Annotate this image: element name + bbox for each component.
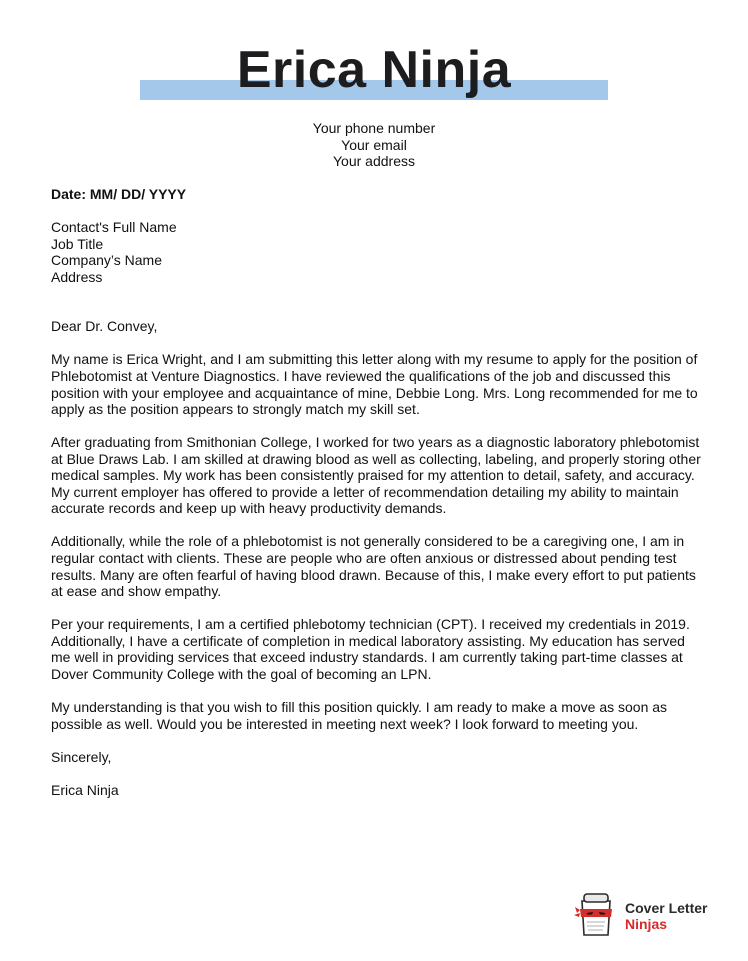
body-paragraph-4: Per your requirements, I am a certified phlebotomy technician (CPT). I received my credentials in 2019. Additionally, I have a certificate of completion in medical laboratory assisting. My education has served me well in providing services that exceed industry standards. I am currently taking part-time classes at Dover Community College with the goal of becoming an LPN. — [51, 616, 690, 683]
recipient-address: Address — [51, 268, 103, 285]
body-paragraph-3: Additionally, while the role of a phlebotomist is not generally considered to be a caregiving one, I am in regular contact with clients. These are people who are often anxious or distressed about pending test results. Many are often fearful of having blood drawn. Because of this, I make every effort to put patients at ease and show empathy. — [51, 533, 696, 600]
brand-logo-line2: Ninjas — [625, 916, 668, 932]
letter-header — [0, 40, 748, 104]
brand-logo-text — [625, 900, 707, 932]
letter-body — [51, 186, 701, 815]
recipient-company: Company’s Name — [51, 252, 163, 269]
salutation: Dear Dr. Convey, — [51, 318, 158, 335]
brand-logo-line1: Cover Letter — [625, 900, 708, 916]
brand-logo[interactable] — [574, 891, 724, 937]
contact-email: Your email — [341, 136, 407, 153]
contact-block — [0, 120, 748, 170]
ninja-mascot-icon — [574, 891, 618, 937]
contact-phone: Your phone number — [312, 120, 436, 136]
letter-date: Date: MM/ DD/ YYYY — [51, 186, 187, 202]
recipient-full-name: Contact's Full Name — [51, 218, 177, 235]
body-paragraph-5: My understanding is that you wish to fill this position quickly. I am ready to make a move as soon as possible as well. Would you be interested in meeting next week? I look forward to meeting you. — [51, 699, 668, 732]
applicant-name: Erica Ninja — [236, 41, 512, 99]
recipient-job-title: Job Title — [51, 235, 104, 252]
closing: Sincerely, — [51, 748, 112, 765]
body-paragraph-2: After graduating from Smithonian College, I worked for two years as a diagnostic laboratory phlebotomist at Blue Draws Lab. I am skilled at drawing blood as well as collecting, labeling, and properly storing other medical samples. My work has been consistently praised for my attention to detail, safety, and accuracy. My current employer has offered to provide a letter of recommendation detailing my ability to maintain accurate records and keep up with heavy productivity demands. — [51, 434, 701, 517]
body-paragraph-1: My name is Erica Wright, and I am submitting this letter along with my resume to apply for the position of Phlebotomist at Venture Diagnostics. I have reviewed the qualifications of the job and discussed this position with your employee and acquaintance of mine, Debbie Long. Mrs. Long recommended for me to apply as the position appears to strongly match my skill set. — [51, 351, 698, 418]
recipient-block — [51, 219, 701, 285]
contact-address: Your address — [333, 153, 415, 170]
signature: Erica Ninja — [51, 781, 119, 798]
